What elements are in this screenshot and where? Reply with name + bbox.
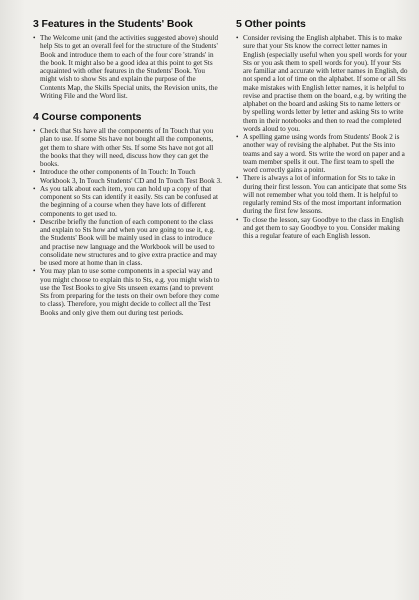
bullet-icon: •: [236, 34, 239, 42]
list-item: • Check that Sts have all the components of In Touch that you plan to use. If some Sts have not bought all the components, get them to share with other Sts. If some Sts have not got all the books that they will need, discuss how they can get the books.: [33, 127, 214, 168]
bullet-icon: •: [236, 133, 239, 141]
right-column: [236, 18, 408, 240]
other-list: [236, 34, 408, 240]
course-list: [33, 127, 223, 317]
bullet-icon: •: [33, 127, 36, 135]
list-item: • There is always a lot of information for Sts to take in during their first lesson. You can anticipate that some Sts will not remember what you told them. It is helpful to regularly remind Sts of the most important information during the first few lessons.: [236, 174, 407, 216]
bullet-icon: •: [33, 267, 36, 276]
course-heading: 4 Course components: [33, 111, 142, 123]
list-item: • A spelling game using words from Students' Book 2 is another way of revising the alphabet. Put the Sts into teams and say a word. Sts write the word on paper and a team member spells it out. The first team to spell the word correctly gains a point.: [236, 133, 405, 174]
features-heading: 3 Features in the Students' Book: [33, 18, 193, 30]
bullet-icon: •: [236, 174, 239, 183]
other-heading: 5 Other points: [236, 18, 306, 30]
features-list: [33, 34, 223, 100]
list-item: • The Welcome unit (and the activities suggested above) should help Sts to get an overall feel for the structure of the Students' Book and introduce them to each of the four core 'strands' in the book. It might also be a good idea at this point to get Sts acquainted with other features in the Students' Book. You might wish to show Sts and explain the purpose of the Contents Map, the Skills Special units, the Revision units, the Writing File and the Word list.: [33, 34, 219, 100]
list-item: • Introduce the other components of In Touch: In Touch Workbook 3, In Touch Students' CD and In Touch Test Book 3.: [33, 168, 222, 185]
list-item: • Consider revising the English alphabet. This is to make sure that your Sts know the correct letter names in English (especially useful when you spell words for your Sts or you ask them to spell words for you). If your Sts are familiar and accurate with letter names in English, do not spend a lot of time on the alphabet. If some or all Sts make mistakes with English letter names, it is helpful to revise and practise them on the board, e.g. by writing the alphabet on the board and asking Sts to name letters or by spelling words letter by letter and asking Sts to write them in their notebooks and then to read the completed words aloud to you.: [236, 34, 408, 133]
list-item: • You may plan to use some components in a special way and you might choose to explain this to Sts, e.g. you might wish to use the Test Books to give Sts unseen exams (and to prevent Sts from preparing for the tests on their own before they come to class). Therefore, you might decide to collect all the Test Books and only give them out during test periods.: [33, 267, 220, 317]
bullet-icon: •: [33, 184, 36, 193]
list-item: • Describe briefly the function of each component to the class and explain to Sts how and when you are going to use it, e.g. the Students' Book will be mainly used in class to introduce and practise new language and the Workbook will be used to consolidate new structures and to give extra practice and may be used more at home than in class.: [33, 217, 218, 267]
bullet-icon: •: [33, 217, 36, 226]
bullet-icon: •: [236, 215, 239, 224]
left-column: [33, 18, 223, 317]
bullet-icon: •: [33, 34, 36, 42]
list-item: • To close the lesson, say Goodbye to the class in English and get them to say Goodbye to you. Consider making this a regular feature of each English lesson.: [236, 215, 404, 240]
list-item: • As you talk about each item, you can hold up a copy of that component so Sts can identify it easily. Sts can be confused at the beginning of a course when they have lots of different components to get used to.: [33, 184, 218, 218]
bullet-icon: •: [33, 168, 36, 177]
